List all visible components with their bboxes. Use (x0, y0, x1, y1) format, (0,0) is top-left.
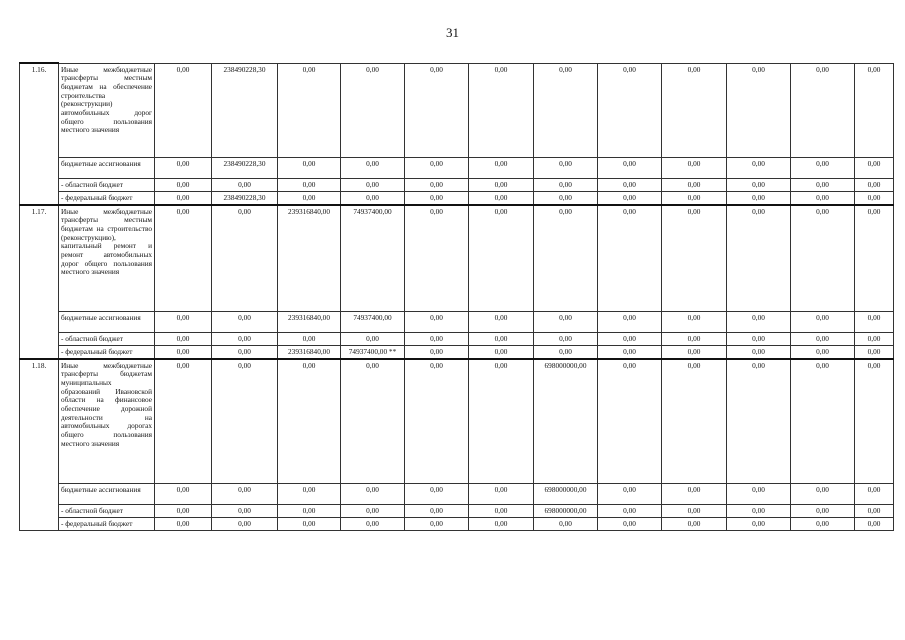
value-cell-col-7: 698000000,00 (534, 483, 598, 504)
value-cell-col-3: 239316840,00 (278, 311, 341, 332)
section-116-allocations-row (20, 157, 894, 178)
value-cell-col-7: 0,00 (534, 178, 598, 191)
value-cell-col-8: 0,00 (598, 483, 662, 504)
value-cell-col-12: 0,00 (855, 191, 894, 205)
value-cell-col-1: 0,00 (155, 517, 212, 530)
value-cell-col-4: 0,00 (341, 504, 405, 517)
value-cell-col-1: 0,00 (155, 359, 212, 484)
value-cell-col-5: 0,00 (405, 345, 469, 359)
value-cell-col-9: 0,00 (662, 345, 727, 359)
value-cell-col-9: 0,00 (662, 359, 727, 484)
value-cell-col-2: 0,00 (212, 311, 278, 332)
value-cell-col-10: 0,00 (727, 63, 791, 157)
value-cell-col-10: 0,00 (727, 311, 791, 332)
value-cell-col-5: 0,00 (405, 205, 469, 312)
value-cell-col-12: 0,00 (855, 345, 894, 359)
value-cell-col-2: 0,00 (212, 205, 278, 312)
value-cell-col-11: 0,00 (791, 191, 855, 205)
row-label: - областной бюджет (59, 332, 155, 345)
value-cell-col-12: 0,00 (855, 359, 894, 484)
value-cell-col-9: 0,00 (662, 191, 727, 205)
page-number: 31 (446, 25, 459, 40)
value-cell-col-12: 0,00 (855, 205, 894, 312)
value-cell-col-8: 0,00 (598, 178, 662, 191)
section-118-federal-budget-row (20, 517, 894, 530)
row-label: Иные межбюджетные трансферты местным бюджетам на обеспечение строительства (реконструкции) автомобильных дорог общего пользования местного значения (59, 63, 155, 157)
value-cell-col-6: 0,00 (469, 504, 534, 517)
value-cell-col-10: 0,00 (727, 205, 791, 312)
value-cell-col-9: 0,00 (662, 178, 727, 191)
section-117-regional-budget-row (20, 332, 894, 345)
value-cell-col-6: 0,00 (469, 311, 534, 332)
value-cell-col-2: 0,00 (212, 483, 278, 504)
value-cell-col-4: 0,00 (341, 63, 405, 157)
value-cell-col-1: 0,00 (155, 63, 212, 157)
value-cell-col-6: 0,00 (469, 178, 534, 191)
value-cell-col-2: 238490228,30 (212, 157, 278, 178)
value-cell-col-7: 0,00 (534, 63, 598, 157)
value-cell-col-3: 239316840,00 (278, 205, 341, 312)
value-cell-col-9: 0,00 (662, 311, 727, 332)
value-cell-col-12: 0,00 (855, 311, 894, 332)
section-116-federal-budget-row (20, 191, 894, 205)
section-116-description-row (20, 63, 894, 157)
value-cell-col-10: 0,00 (727, 504, 791, 517)
row-label: бюджетные ассигнования (59, 311, 155, 332)
value-cell-col-9: 0,00 (662, 517, 727, 530)
value-cell-col-4: 74937400,00 ** (341, 345, 405, 359)
section-118-allocations-row (20, 483, 894, 504)
value-cell-col-9: 0,00 (662, 205, 727, 312)
value-cell-col-8: 0,00 (598, 63, 662, 157)
value-cell-col-10: 0,00 (727, 178, 791, 191)
table-body (20, 63, 894, 530)
value-cell-col-1: 0,00 (155, 483, 212, 504)
value-cell-col-5: 0,00 (405, 483, 469, 504)
value-cell-col-9: 0,00 (662, 157, 727, 178)
value-cell-col-9: 0,00 (662, 332, 727, 345)
value-cell-col-7: 0,00 (534, 311, 598, 332)
value-cell-col-12: 0,00 (855, 332, 894, 345)
row-label: - федеральный бюджет (59, 345, 155, 359)
value-cell-col-1: 0,00 (155, 504, 212, 517)
value-cell-col-11: 0,00 (791, 517, 855, 530)
value-cell-col-12: 0,00 (855, 157, 894, 178)
budget-table (19, 62, 894, 531)
value-cell-col-2: 0,00 (212, 359, 278, 484)
value-cell-col-6: 0,00 (469, 483, 534, 504)
value-cell-col-4: 0,00 (341, 157, 405, 178)
value-cell-col-11: 0,00 (791, 157, 855, 178)
value-cell-col-5: 0,00 (405, 178, 469, 191)
row-label: - областной бюджет (59, 178, 155, 191)
value-cell-col-7: 0,00 (534, 157, 598, 178)
value-cell-col-3: 0,00 (278, 483, 341, 504)
value-cell-col-4: 0,00 (341, 359, 405, 484)
value-cell-col-11: 0,00 (791, 483, 855, 504)
value-cell-col-11: 0,00 (791, 359, 855, 484)
value-cell-col-10: 0,00 (727, 157, 791, 178)
value-cell-col-3: 0,00 (278, 63, 341, 157)
value-cell-col-1: 0,00 (155, 205, 212, 312)
value-cell-col-6: 0,00 (469, 345, 534, 359)
value-cell-col-1: 0,00 (155, 345, 212, 359)
value-cell-col-4: 74937400,00 (341, 205, 405, 312)
value-cell-col-3: 0,00 (278, 178, 341, 191)
value-cell-col-3: 0,00 (278, 332, 341, 345)
value-cell-col-8: 0,00 (598, 359, 662, 484)
value-cell-col-12: 0,00 (855, 63, 894, 157)
value-cell-col-6: 0,00 (469, 63, 534, 157)
value-cell-col-6: 0,00 (469, 205, 534, 312)
value-cell-col-7: 0,00 (534, 345, 598, 359)
value-cell-col-8: 0,00 (598, 345, 662, 359)
value-cell-col-8: 0,00 (598, 332, 662, 345)
value-cell-col-2: 0,00 (212, 332, 278, 345)
value-cell-col-7: 0,00 (534, 191, 598, 205)
value-cell-col-3: 0,00 (278, 517, 341, 530)
value-cell-col-1: 0,00 (155, 157, 212, 178)
value-cell-col-7: 0,00 (534, 517, 598, 530)
value-cell-col-8: 0,00 (598, 517, 662, 530)
section-code: 1.18. (20, 359, 59, 531)
value-cell-col-1: 0,00 (155, 191, 212, 205)
value-cell-col-5: 0,00 (405, 157, 469, 178)
value-cell-col-2: 0,00 (212, 178, 278, 191)
value-cell-col-4: 74937400,00 (341, 311, 405, 332)
value-cell-col-9: 0,00 (662, 504, 727, 517)
section-118-regional-budget-row (20, 504, 894, 517)
value-cell-col-7: 698000000,00 (534, 359, 598, 484)
value-cell-col-3: 0,00 (278, 359, 341, 484)
value-cell-col-11: 0,00 (791, 345, 855, 359)
value-cell-col-8: 0,00 (598, 504, 662, 517)
value-cell-col-2: 0,00 (212, 517, 278, 530)
value-cell-col-3: 239316840,00 (278, 345, 341, 359)
value-cell-col-7: 698000000,00 (534, 504, 598, 517)
value-cell-col-3: 0,00 (278, 157, 341, 178)
value-cell-col-4: 0,00 (341, 191, 405, 205)
value-cell-col-6: 0,00 (469, 332, 534, 345)
value-cell-col-8: 0,00 (598, 191, 662, 205)
value-cell-col-7: 0,00 (534, 205, 598, 312)
value-cell-col-10: 0,00 (727, 483, 791, 504)
value-cell-col-10: 0,00 (727, 359, 791, 484)
value-cell-col-2: 0,00 (212, 504, 278, 517)
value-cell-col-6: 0,00 (469, 517, 534, 530)
value-cell-col-3: 0,00 (278, 504, 341, 517)
value-cell-col-9: 0,00 (662, 63, 727, 157)
value-cell-col-3: 0,00 (278, 191, 341, 205)
value-cell-col-10: 0,00 (727, 332, 791, 345)
value-cell-col-12: 0,00 (855, 178, 894, 191)
value-cell-col-10: 0,00 (727, 517, 791, 530)
value-cell-col-5: 0,00 (405, 191, 469, 205)
value-cell-col-2: 0,00 (212, 345, 278, 359)
value-cell-col-1: 0,00 (155, 332, 212, 345)
value-cell-col-5: 0,00 (405, 311, 469, 332)
value-cell-col-7: 0,00 (534, 332, 598, 345)
value-cell-col-11: 0,00 (791, 311, 855, 332)
value-cell-col-6: 0,00 (469, 157, 534, 178)
value-cell-col-5: 0,00 (405, 63, 469, 157)
value-cell-col-10: 0,00 (727, 345, 791, 359)
value-cell-col-5: 0,00 (405, 332, 469, 345)
value-cell-col-5: 0,00 (405, 517, 469, 530)
value-cell-col-12: 0,00 (855, 483, 894, 504)
row-label: Иные межбюджетные трансферты местным бюджетам на строительство (реконструкцию), капитальный ремонт и ремонт автомобильных дорог общего пользования местного значения (59, 205, 155, 312)
value-cell-col-1: 0,00 (155, 311, 212, 332)
row-label: бюджетные ассигнования (59, 157, 155, 178)
section-117-federal-budget-row (20, 345, 894, 359)
row-label: - федеральный бюджет (59, 191, 155, 205)
value-cell-col-6: 0,00 (469, 359, 534, 484)
value-cell-col-4: 0,00 (341, 517, 405, 530)
value-cell-col-11: 0,00 (791, 178, 855, 191)
value-cell-col-4: 0,00 (341, 483, 405, 504)
value-cell-col-12: 0,00 (855, 504, 894, 517)
value-cell-col-8: 0,00 (598, 311, 662, 332)
value-cell-col-10: 0,00 (727, 191, 791, 205)
value-cell-col-11: 0,00 (791, 63, 855, 157)
value-cell-col-11: 0,00 (791, 504, 855, 517)
value-cell-col-6: 0,00 (469, 191, 534, 205)
value-cell-col-9: 0,00 (662, 483, 727, 504)
section-117-description-row (20, 205, 894, 312)
row-label: бюджетные ассигнования (59, 483, 155, 504)
row-label: Иные межбюджетные трансферты бюджетам муниципальных образований Ивановской области на финансовое обеспечение дорожной деятельности на автомобильных дорогах общего пользования местного значения (59, 359, 155, 484)
value-cell-col-8: 0,00 (598, 205, 662, 312)
value-cell-col-2: 238490228,30 (212, 191, 278, 205)
value-cell-col-1: 0,00 (155, 178, 212, 191)
row-label: - федеральный бюджет (59, 517, 155, 530)
section-118-description-row (20, 359, 894, 484)
value-cell-col-11: 0,00 (791, 332, 855, 345)
value-cell-col-5: 0,00 (405, 359, 469, 484)
value-cell-col-2: 238490228,30 (212, 63, 278, 157)
value-cell-col-4: 0,00 (341, 178, 405, 191)
value-cell-col-4: 0,00 (341, 332, 405, 345)
section-116-regional-budget-row (20, 178, 894, 191)
section-code: 1.16. (20, 63, 59, 205)
section-code: 1.17. (20, 205, 59, 359)
value-cell-col-8: 0,00 (598, 157, 662, 178)
value-cell-col-5: 0,00 (405, 504, 469, 517)
row-label: - областной бюджет (59, 504, 155, 517)
section-117-allocations-row (20, 311, 894, 332)
value-cell-col-12: 0,00 (855, 517, 894, 530)
value-cell-col-11: 0,00 (791, 205, 855, 312)
